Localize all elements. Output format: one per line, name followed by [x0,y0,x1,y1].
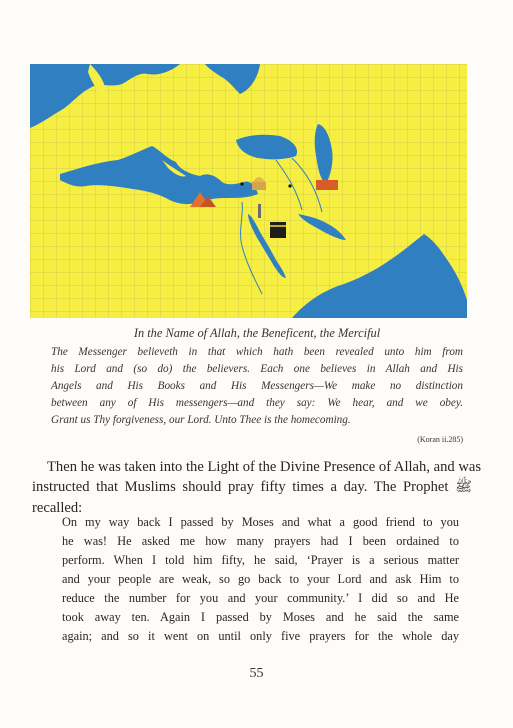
verse-line: The Messenger believeth in that which hath been revealed unto him from [51,346,463,358]
quote-line: and your people are weak, so go back to your Lord and ask Him to [62,572,459,586]
quote-line: On my way back I passed by Moses and what a good friend to you [62,515,459,529]
verse-line: between any of His messengers—and they say: We hear, and we obey. [51,397,463,409]
quote-line: he was! He asked me how many prayers had I been ordained to [62,534,459,548]
map-illustration [30,64,467,318]
verse-line: his Lord and (so do) the believers. Each one believes in Allah and His [51,363,463,375]
body-line-text: instructed that Muslims should pray fifty times a day. The Prophet [32,479,449,495]
quote-line: perform. When I told him fifty, he said, ‘Prayer is a serious matter [62,553,459,567]
quote-line: took away ten. Again I passed by Moses and he said the same [62,610,459,624]
verse-line: Grant us Thy forgiveness, our Lord. Unto Thee is the homecoming. [51,414,351,426]
body-line: Then he was taken into the Light of the Divine Presence of Allah, and was [47,459,482,475]
quote-line: reduce the number for you and your community.’ I did so and He [62,591,459,605]
page-number: 55 [249,666,264,681]
body-paragraph [32,457,482,518]
honorific-symbol: ﷺ [455,480,472,495]
quote-line: again; and so it went on until only five prayers for the whole day [62,629,459,643]
block-quote [62,513,459,646]
verse-line: Angels and His Books and His Messengers—We make no distinction [51,380,463,392]
verse-title: In the Name of Allah, the Beneficent, the Merciful [133,326,381,340]
koran-verse-block [51,325,463,448]
verse-source-citation: (Koran ii.285) [417,435,463,444]
body-line-with-honorific [32,477,472,498]
body-line: recalled: [32,500,83,516]
